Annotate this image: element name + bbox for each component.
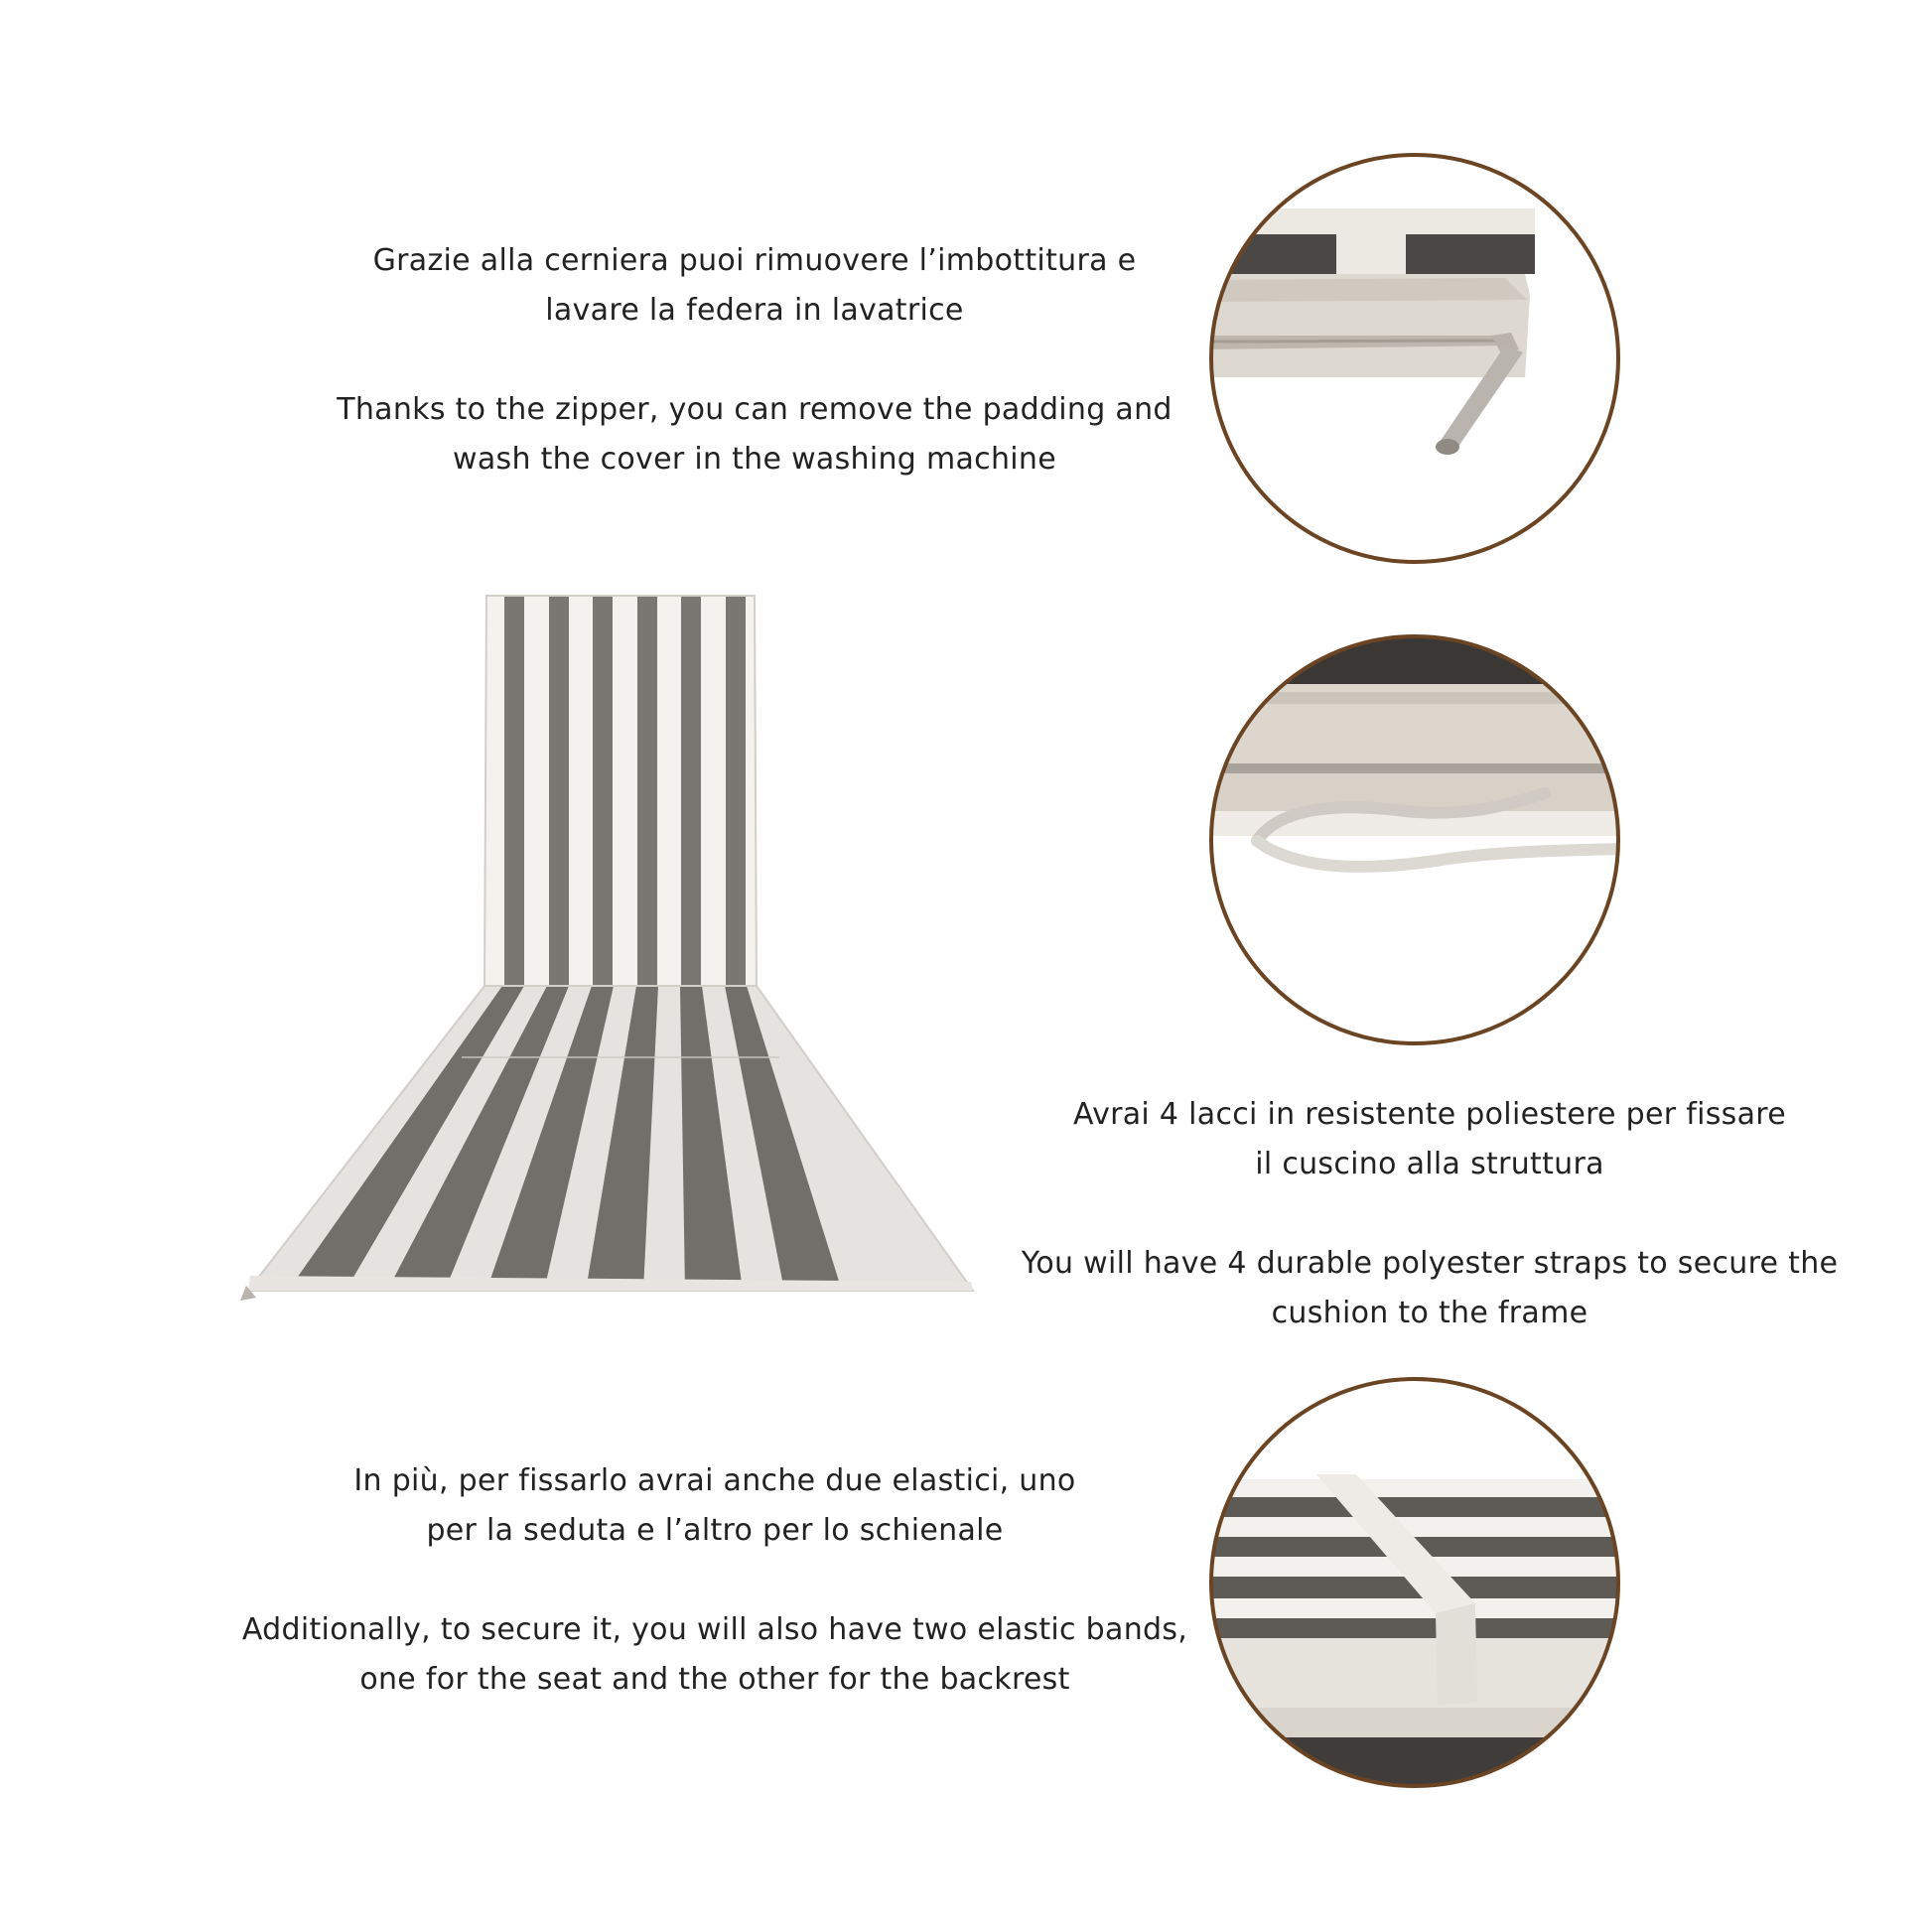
- elastic-text-it-line2: per la seduta e l’altro per lo schienale: [426, 1513, 1004, 1548]
- zipper-text-it-line2: lavare la federa in lavatrice: [545, 293, 964, 328]
- elastic-detail-photo: [1207, 1375, 1622, 1790]
- elastic-description: [218, 1456, 1211, 1705]
- zipper-text-en-line1: Thanks to the zipper, you can remove the padding and: [337, 392, 1173, 427]
- straps-description: [993, 1090, 1866, 1338]
- straps-text-en-line2: cushion to the frame: [1271, 1296, 1588, 1330]
- straps-text-it-line2: il cuscino alla struttura: [1255, 1147, 1604, 1181]
- zipper-text-en-line2: wash the cover in the washing machine: [453, 442, 1056, 477]
- elastic-text-en-line1: Additionally, to secure it, you will also have two elastic bands,: [241, 1612, 1188, 1647]
- elastic-text-en-line2: one for the seat and the other for the backrest: [359, 1662, 1070, 1697]
- zipper-detail-photo: [1207, 151, 1622, 566]
- straps-text-en-line1: You will have 4 durable polyester straps to secure the: [1021, 1246, 1839, 1281]
- zipper-description: [328, 236, 1181, 484]
- straps-detail-photo: [1207, 632, 1622, 1047]
- straps-text-it-line1: Avrai 4 lacci in resistente poliestere per fissare: [1073, 1097, 1786, 1132]
- striped-cushion-photo: [228, 591, 1013, 1301]
- zipper-text-it-line1: Grazie alla cerniera puoi rimuovere l’imbottitura e: [372, 243, 1137, 278]
- elastic-text-it-line1: In più, per fissarlo avrai anche due elastici, uno: [353, 1463, 1076, 1498]
